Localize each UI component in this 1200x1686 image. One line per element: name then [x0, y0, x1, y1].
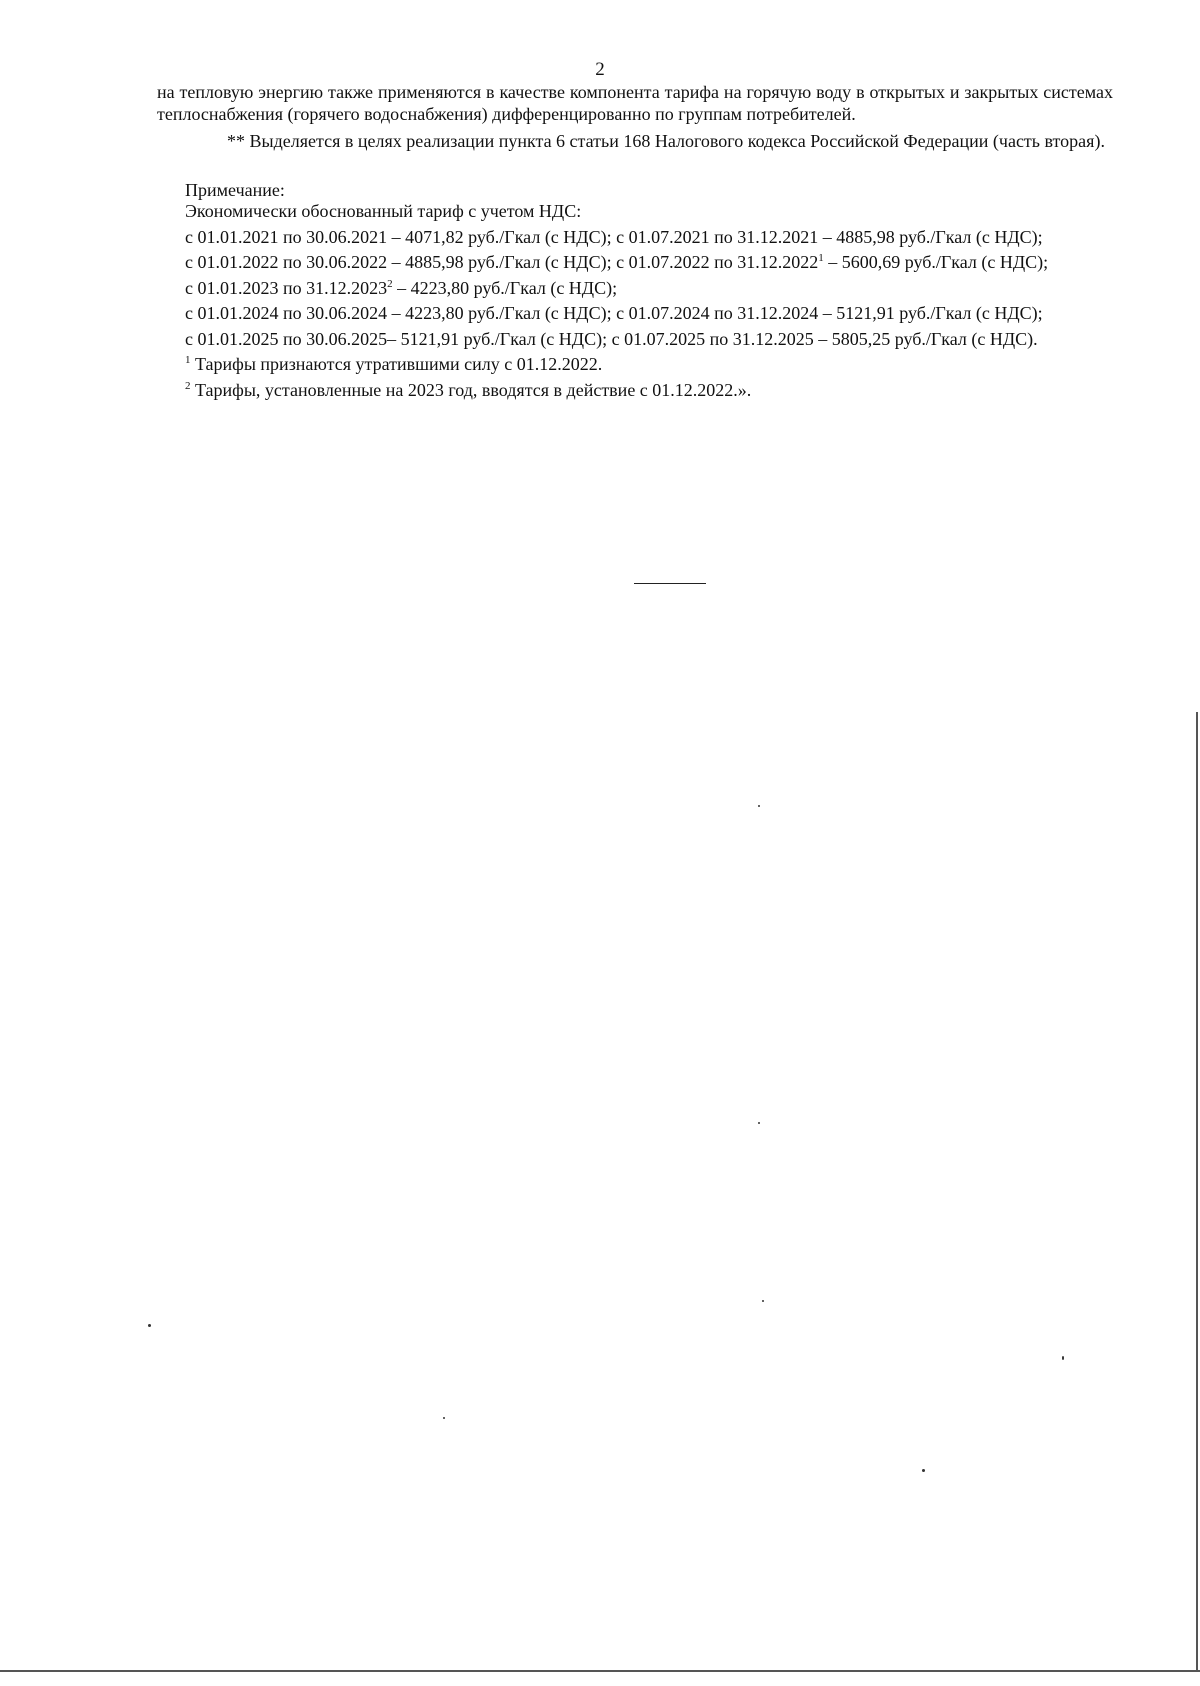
tariff-line-2025: с 01.01.2025 по 30.06.2025– 5121,91 руб./Гкал (с НДС); с 01.07.2025 по 31.12.2025 – 5805,25 руб./Гкал (с НДС). [185, 328, 1038, 349]
paragraph-continuation: на тепловую энергию также применяются в качестве компонента тарифа на горячую воду в открытых и закрытых системах теплоснабжения (горячего водоснабжения) дифференцированно по группам потребителей. [157, 82, 1113, 124]
tariff-line-2024: с 01.01.2024 по 30.06.2024 – 4223,80 руб./Гкал (с НДС); с 01.07.2024 по 31.12.2024 – 5121,91 руб./Гкал (с НДС); [185, 303, 1043, 323]
scan-edge-right [1196, 712, 1198, 1672]
scan-speck [762, 1300, 764, 1302]
scan-speck [922, 1469, 925, 1472]
tariff-line-2023 [157, 278, 1113, 300]
footnote-1-text: Тарифы признаются утратившими силу с 01.12.2022. [190, 354, 603, 374]
scan-speck [148, 1324, 151, 1327]
tariff-line-2023-part2: – 4223,80 руб./Гкал (с НДС); [392, 277, 618, 298]
footnote-double-star: ** Выделяется в целях реализации пункта 6 статьи 168 Налогового кодекса Российской Федерации (часть вторая). [227, 131, 1105, 151]
tariff-line-2022 [157, 252, 1113, 274]
footnote-2-mark: 2 [185, 379, 191, 392]
footnote-ref-1: 1 [818, 252, 824, 264]
footnote-1-mark: 1 [185, 354, 191, 366]
scan-speck [1062, 1356, 1064, 1360]
scan-speck [443, 1417, 445, 1419]
footnote-1 [157, 354, 1113, 376]
tariff-line-2022-part2: – 5600,69 руб./Гкал (с НДС); [823, 252, 1049, 272]
note-subtitle: Экономически обоснованный тариф с учетом НДС: [185, 201, 582, 221]
page-number: 2 [595, 59, 605, 80]
tariff-line-2021: с 01.01.2021 по 30.06.2021 – 4071,82 руб./Гкал (с НДС); с 01.07.2021 по 31.12.2021 – 4885,98 руб./Гкал (с НДС); [185, 226, 1043, 247]
scan-edge-bottom [0, 1670, 1200, 1672]
end-of-document-rule [634, 583, 706, 584]
note-title: Примечание: [185, 179, 285, 200]
tariff-line-2022-part1: с 01.01.2022 по 30.06.2022 – 4885,98 руб./Гкал (с НДС); с 01.07.2022 по 31.12.2022 [185, 252, 819, 272]
scan-speck [758, 805, 760, 807]
document-body [157, 82, 1113, 401]
tariff-line-2023-part1: с 01.01.2023 по 31.12.2023 [185, 277, 388, 298]
scan-speck [758, 1122, 760, 1124]
footnote-2-text: Тарифы, установленные на 2023 год, вводятся в действие с 01.12.2022.». [190, 379, 752, 400]
footnote-ref-2: 2 [387, 277, 393, 290]
footnote-2 [157, 380, 1113, 402]
